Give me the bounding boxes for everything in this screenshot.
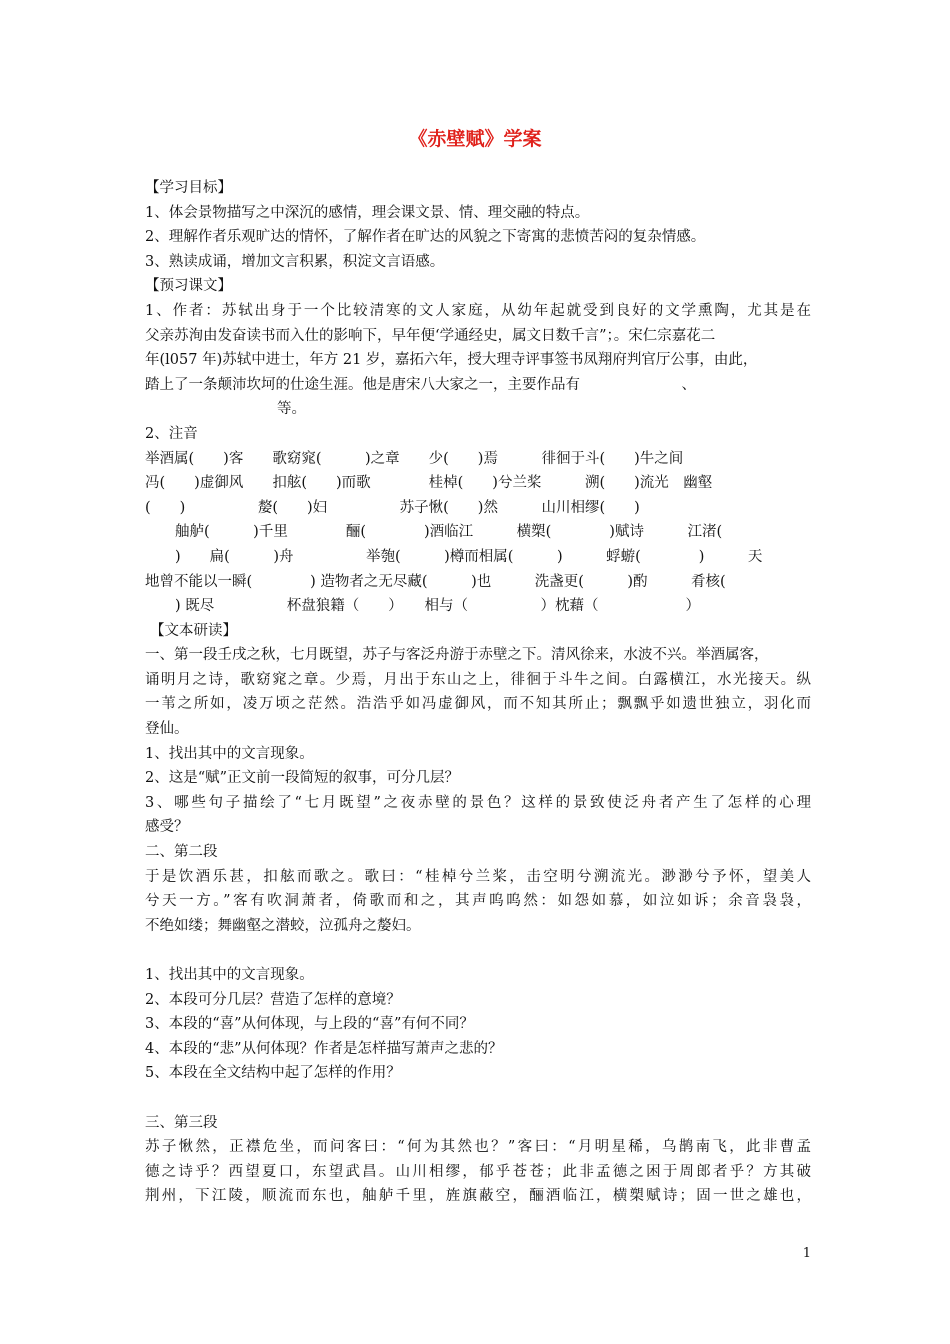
text-line: 踏上了一条颠沛坎坷的仕途生涯。他是唐宋八大家之一，主要作品有 、: [145, 376, 696, 393]
question-line: 1、找出其中的文言现象。: [145, 745, 314, 762]
text-line: 兮天一方。”客有吹洞萧者，倚歌而和之，其声呜呜然：如怨如慕，如泣如诉；余音袅袅，: [145, 893, 811, 910]
text-line: 于是饮酒乐甚，扣舷而歌之。歌曰：“桂棹兮兰桨，击空明兮溯流光。渺渺兮予怀，望美人: [145, 868, 811, 885]
text-line: 1、体会景物描写之中深沉的感情，理会课文景、情、理交融的特点。: [145, 204, 590, 221]
question-line: 4、本段的“悲”从何体现？作者是怎样描写萧声之悲的？: [145, 1040, 503, 1057]
pinyin-blank-line: 舳舻( )千里 酾( )酒临江 横槊( )赋诗 江渚(: [175, 524, 723, 541]
document-title: 《赤壁赋》学案: [408, 128, 542, 150]
text-line: 苏子愀然，正襟危坐，而问客曰：“何为其然也？”客曰：“月明星稀，乌鹊南飞，此非曹孟: [145, 1139, 811, 1156]
text-line: 登仙。: [145, 721, 189, 738]
section-heading: 三、第三段: [145, 1114, 218, 1131]
pinyin-blank-line: ) 既尽 杯盘狼籍（ ） 相与（ ）枕藉（ ）: [175, 598, 701, 615]
section-heading: 二、第二段: [145, 844, 218, 861]
text-line: 2、理解作者乐观旷达的情怀，了解作者在旷达的风貌之下寄寓的悲愤苦闷的复杂情感。: [145, 229, 706, 246]
text-line: 3、熟读成诵，增加文言积累，积淀文言语感。: [145, 253, 445, 270]
question-line: 2、这是“赋”正文前一段简短的叙事，可分几层？: [145, 770, 460, 787]
blank-line: [145, 1086, 811, 1111]
question-line: 5、本段在全文结构中起了怎样的作用？: [145, 1065, 401, 1082]
question-line: 2、本段可分几层？营造了怎样的意境？: [145, 991, 401, 1008]
text-line: 1、作者：苏轼出身于一个比较清寒的文人家庭，从幼年起就受到良好的文学熏陶，尤其是在: [145, 302, 811, 319]
text-line: 2、注音: [145, 425, 198, 442]
section-heading: 【学习目标】: [145, 180, 232, 196]
pinyin-blank-line: 地曾不能以一瞬( ) 造物者之无尽藏( )也 洗盏更( )酌 肴核(: [145, 573, 726, 590]
pinyin-blank-line: 冯( )虚御风 扣舷( )而歌 桂棹( )兮兰桨 溯( )流光 幽壑: [145, 475, 713, 492]
text-line: 德之诗乎？西望夏口，东望武昌。山川相缪，郁乎苍苍；此非孟德之困于周郎者乎？方其破: [145, 1163, 811, 1180]
document-body: [145, 176, 811, 1209]
pinyin-blank-line: ) 扁( )舟 举匏( )樽而相属( ) 蜉蝣( ) 天: [175, 548, 763, 565]
text-line: 等。: [277, 401, 306, 418]
question-line: 1、找出其中的文言现象。: [145, 967, 314, 983]
pinyin-blank-line: 举酒属( )客 歌窈窕( )之章 少( )焉 徘徊于斗( )牛之间: [145, 450, 684, 467]
question-line: 3、哪些句子描绘了“七月既望”之夜赤壁的景色？这样的景致使泛舟者产生了怎样的心理: [145, 794, 811, 811]
text-line: 不绝如缕；舞幽壑之潜蛟，泣孤舟之嫠妇。: [145, 917, 421, 934]
section-heading: 【预习课文】: [145, 278, 232, 295]
text-line: 一、第一段壬戌之秋，七月既望，苏子与客泛舟游于赤壁之下。清风徐来，水波不兴。举酒属客，: [145, 647, 769, 664]
pinyin-blank-line: ( ) 嫠( )妇 苏子愀( )然 山川相缪( ): [145, 499, 640, 516]
text-line: 荆州，下江陵，顺流而东也，舳舻千里，旌旗蔽空，酾酒临江，横槊赋诗；固一世之雄也，: [145, 1188, 811, 1205]
question-line: 感受？: [145, 819, 189, 836]
text-line: 诵明月之诗，歌窈窕之章。少焉，月出于东山之上，徘徊于斗牛之间。白露横江，水光接天。纵: [145, 671, 811, 688]
blank-line: [145, 938, 811, 963]
text-line: 一苇之所如，凌万顷之茫然。浩浩乎如冯虚御风，而不知其所止；飘飘乎如遗世独立，羽化而: [145, 696, 811, 713]
question-line: 3、本段的“喜”从何体现，与上段的“喜”有何不同？: [145, 1016, 474, 1033]
page-number: 1: [802, 1246, 811, 1261]
section-heading: 【文本研读】: [150, 622, 237, 639]
text-line: 父亲苏洵由发奋读书而入仕的影响下，早年便‘学通经史，属文日数千言”；。宋仁宗嘉花二: [145, 327, 716, 344]
text-line: 年(l057 年)苏轼中进士，年方 21 岁，嘉拓六年，授大理寺评事签书凤翔府判官厅公事，由此，: [145, 352, 758, 369]
